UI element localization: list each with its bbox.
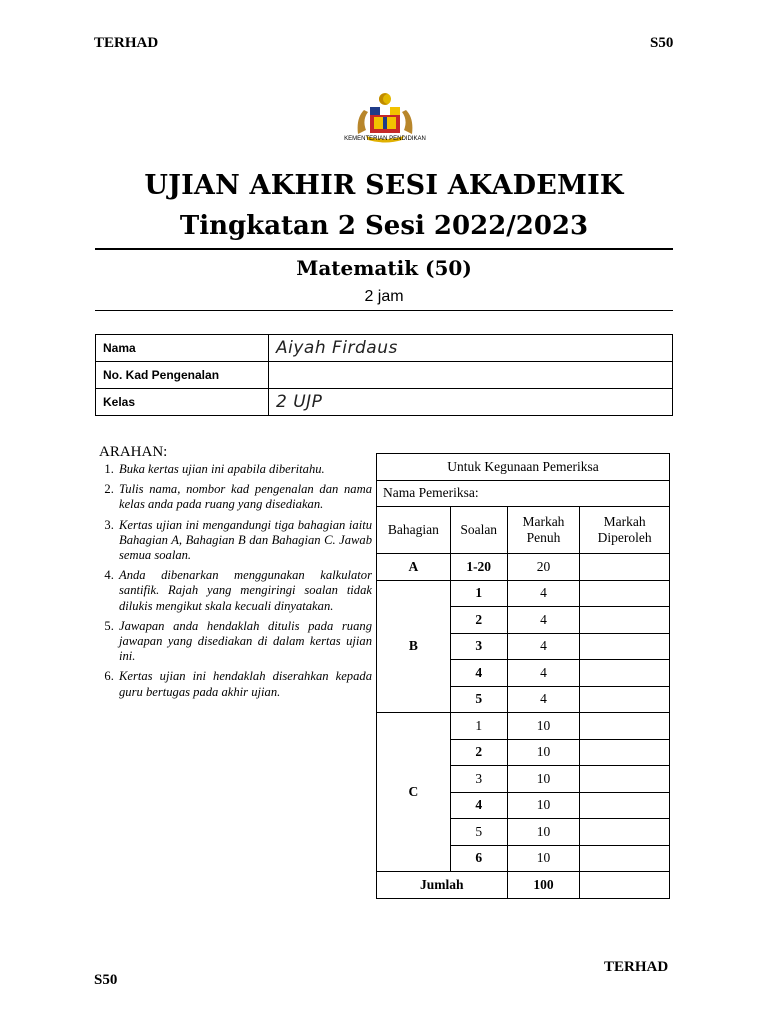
marks-obtained-cell[interactable] xyxy=(580,607,670,634)
instruction-item: 2. Tulis nama, nombor kad pengenalan dan nama kelas anda pada ruang yang disediakan. xyxy=(117,482,372,512)
marks-obtained-cell[interactable] xyxy=(580,686,670,713)
exam-duration: 2 jam xyxy=(364,288,404,305)
full-marks: 4 xyxy=(507,660,580,687)
full-marks: 10 xyxy=(507,819,580,846)
total-label: Jumlah xyxy=(377,872,508,899)
header-section: Bahagian xyxy=(377,507,451,554)
marks-obtained-cell[interactable] xyxy=(580,845,670,872)
candidate-row-name xyxy=(96,335,673,362)
question-number: 3 xyxy=(450,633,507,660)
exam-title: UJIAN AKHIR SESI AKADEMIK xyxy=(144,170,624,201)
section-a-label: A xyxy=(377,554,451,581)
question-number: 1 xyxy=(450,580,507,607)
class-label: Kelas xyxy=(96,389,269,416)
candidate-row-ic xyxy=(96,362,673,389)
header-question: Soalan xyxy=(450,507,507,554)
marks-obtained-cell[interactable] xyxy=(580,819,670,846)
header-marks-obtained: Markah Diperoleh xyxy=(580,507,670,554)
crest-caption: KEMENTERIAN PENDIDIKAN xyxy=(344,136,426,142)
section-c-label: C xyxy=(377,713,451,872)
full-marks: 10 xyxy=(507,845,580,872)
total-row xyxy=(377,872,670,899)
marks-obtained-cell[interactable] xyxy=(580,660,670,687)
candidate-row-class xyxy=(96,389,673,416)
instructions-list xyxy=(97,462,372,705)
name-label: Nama xyxy=(96,335,269,362)
divider-top xyxy=(95,248,673,250)
section-b-row xyxy=(377,580,670,607)
question-number: 5 xyxy=(450,819,507,846)
instruction-item: 6. Kertas ujian ini hendaklah diserahkan kepada guru bertugas pada akhir ujian. xyxy=(117,669,372,699)
name-field[interactable]: Aiyah Firdaus xyxy=(269,335,673,362)
total-marks-obtained-cell[interactable] xyxy=(580,872,670,899)
marks-obtained-cell[interactable] xyxy=(580,554,670,581)
question-number: 1 xyxy=(450,713,507,740)
footer-paper-code: S50 xyxy=(94,972,118,988)
header-classification: TERHAD xyxy=(94,35,159,51)
divider-bottom xyxy=(95,310,673,311)
question-number: 2 xyxy=(450,739,507,766)
full-marks: 4 xyxy=(507,633,580,660)
header-paper-code: S50 xyxy=(650,35,674,51)
header-full-marks: Markah Penuh xyxy=(507,507,580,554)
section-c-row xyxy=(377,713,670,740)
full-marks: 10 xyxy=(507,713,580,740)
total-full-marks: 100 xyxy=(507,872,580,899)
instruction-item: 1. Buka kertas ujian ini apabila diberitahu. xyxy=(117,462,372,477)
instructions-heading: ARAHAN: xyxy=(99,444,168,460)
question-number: 4 xyxy=(450,660,507,687)
subject-title: Matematik (50) xyxy=(296,256,472,280)
examiner-table xyxy=(376,453,670,899)
question-number: 6 xyxy=(450,845,507,872)
footer-classification: TERHAD xyxy=(604,959,669,975)
marks-obtained-cell[interactable] xyxy=(580,633,670,660)
question-number: 1-20 xyxy=(450,554,507,581)
full-marks: 10 xyxy=(507,792,580,819)
instruction-item: 4. Anda dibenarkan menggunakan kalkulator santifik. Rajah yang mengiringi soalan tidak dilukis mengikut skala kecuali dinyatakan. xyxy=(117,568,372,614)
section-b-label: B xyxy=(377,580,451,713)
marks-obtained-cell[interactable] xyxy=(580,792,670,819)
ic-field[interactable] xyxy=(269,362,673,389)
full-marks: 10 xyxy=(507,739,580,766)
candidate-info-table xyxy=(95,334,673,416)
full-marks: 4 xyxy=(507,686,580,713)
instruction-item: 5. Jawapan anda hendaklah ditulis pada ruang jawapan yang disediakan di dalam kertas ujian ini. xyxy=(117,619,372,665)
class-field[interactable]: 2 UJP xyxy=(269,389,673,416)
marks-obtained-cell[interactable] xyxy=(580,713,670,740)
full-marks: 20 xyxy=(507,554,580,581)
marks-obtained-cell[interactable] xyxy=(580,739,670,766)
ic-label: No. Kad Pengenalan xyxy=(96,362,269,389)
crest-emblem xyxy=(344,90,426,152)
marks-obtained-cell[interactable] xyxy=(580,580,670,607)
marks-obtained-cell[interactable] xyxy=(580,766,670,793)
question-number: 4 xyxy=(450,792,507,819)
full-marks: 4 xyxy=(507,607,580,634)
section-a-row xyxy=(377,554,670,581)
examiner-table-title: Untuk Kegunaan Pemeriksa xyxy=(377,454,670,481)
instruction-item: 3. Kertas ujian ini mengandungi tiga bahagian iaitu Bahagian A, Bahagian B dan Bahagian C. Jawab semua soalan. xyxy=(117,518,372,564)
exam-session: Tingkatan 2 Sesi 2022/2023 xyxy=(179,211,589,241)
full-marks: 10 xyxy=(507,766,580,793)
question-number: 3 xyxy=(450,766,507,793)
full-marks: 4 xyxy=(507,580,580,607)
question-number: 5 xyxy=(450,686,507,713)
question-number: 2 xyxy=(450,607,507,634)
examiner-name-field[interactable]: Nama Pemeriksa: xyxy=(377,480,670,507)
